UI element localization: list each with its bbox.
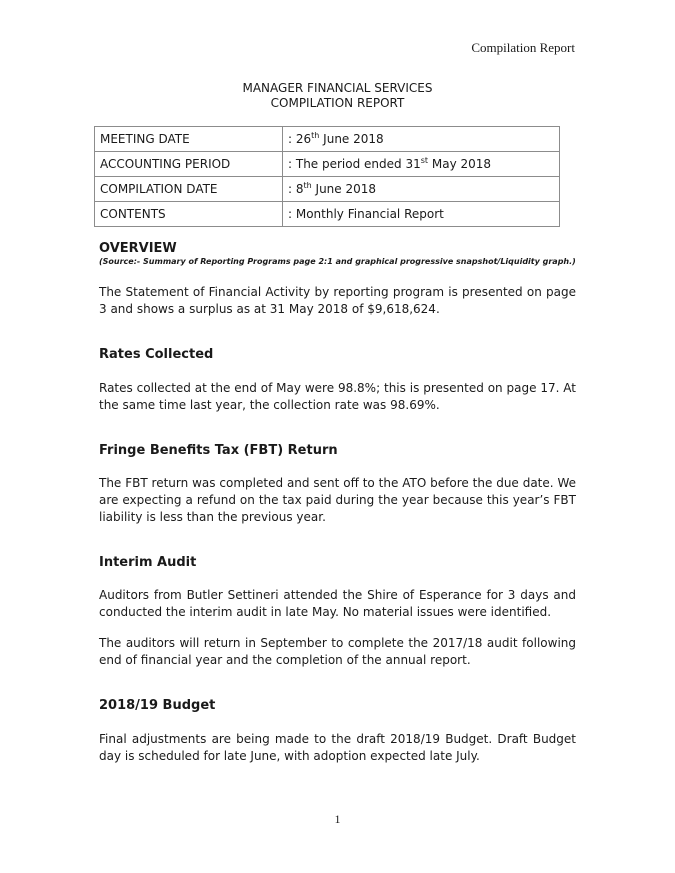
audit-paragraph-2: The auditors will return in September to complete the 2017/18 audit following end of financial year and the completion of the annual report.: [99, 636, 576, 667]
meta-row-compilation-date: [95, 177, 560, 202]
section-rates: [99, 347, 576, 362]
budget-paragraph: Final adjustments are being made to the draft 2018/19 Budget. Draft Budget day is scheduled for late June, with adoption expected late July.: [99, 732, 576, 763]
meta-label: CONTENTS: [95, 202, 283, 227]
meta-row-contents: [95, 202, 560, 227]
section-fbt: [99, 443, 576, 458]
section-heading: OVERVIEW: [99, 241, 177, 256]
meta-table: [94, 126, 560, 227]
report-title-line2: COMPILATION REPORT: [270, 96, 405, 110]
audit-paragraph-1: Auditors from Butler Settineri attended the Shire of Esperance for 3 days and conducted the interim audit in late May. No material issues were identified.: [99, 588, 576, 619]
meta-row-accounting-period: [95, 152, 560, 177]
running-header: Compilation Report: [471, 40, 575, 55]
page-number: 1: [334, 812, 341, 826]
source-note: (Source:- Summary of Reporting Programs page 2:1 and graphical progressive snapshot/Liquidity graph.): [99, 257, 576, 266]
section-heading: Interim Audit: [99, 555, 197, 570]
meta-label: COMPILATION DATE: [95, 177, 283, 202]
section-heading: Fringe Benefits Tax (FBT) Return: [99, 443, 338, 458]
meta-label: ACCOUNTING PERIOD: [95, 152, 283, 177]
section-heading: 2018/19 Budget: [99, 698, 216, 713]
section-budget: [99, 698, 576, 713]
section-overview: [99, 241, 576, 266]
rates-paragraph: Rates collected at the end of May were 98.8%; this is presented on page 17. At the same time last year, the collection rate was 98.69%.: [99, 381, 576, 412]
fbt-paragraph: The FBT return was completed and sent off to the ATO before the due date. We are expecting a refund on the tax paid during the year because this year’s FBT liability is less than the previous year.: [99, 476, 576, 524]
report-title-line1: MANAGER FINANCIAL SERVICES: [242, 81, 433, 95]
meta-value: : 26th June 2018: [283, 127, 560, 152]
meta-value: : 8th June 2018: [283, 177, 560, 202]
meta-label: MEETING DATE: [95, 127, 283, 152]
section-audit: [99, 555, 576, 570]
section-heading: Rates Collected: [99, 347, 214, 362]
meta-value: : Monthly Financial Report: [283, 202, 560, 227]
overview-paragraph: The Statement of Financial Activity by reporting program is presented on page 3 and shows a surplus as at 31 May 2018 of $9,618,624.: [99, 285, 576, 316]
report-title-block: [0, 81, 675, 111]
meta-row-meeting-date: [95, 127, 560, 152]
meta-value: : The period ended 31st May 2018: [283, 152, 560, 177]
